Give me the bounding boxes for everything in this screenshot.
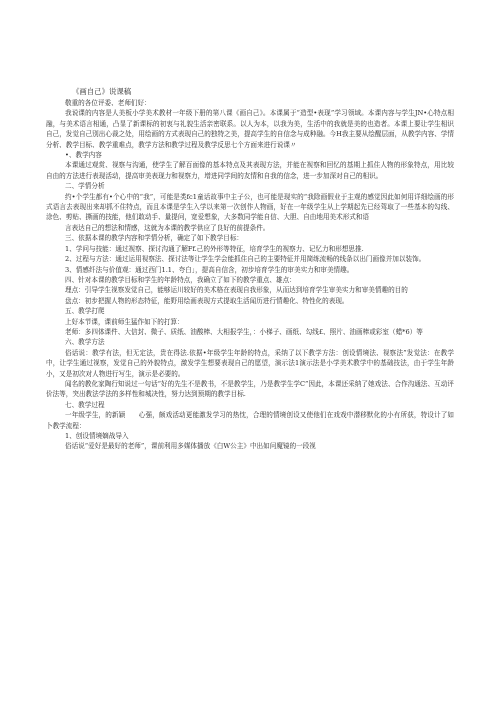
section-heading: 三、依据本课的教学内容和学情分析，确定了如下教学目标： [65, 234, 244, 243]
paragraph: 盘点：初步把握人物的形态特征，能野用绘画表现方式提取生活闻历进行情趣化、特性化的表现。 [65, 296, 349, 305]
section-heading: •、教学内容 [65, 151, 102, 160]
paragraph: 一年级学生，的新颖 心强，颇戏活动更能激发学习的热忱，合理的情境创设又使他们在戏戏中潜移默化的小有所获，特设计了如卜教学流程： [46, 411, 454, 430]
paragraph: 本课通过观赏、视察与沟通，使学生了解百面像的基本特点及其表现方法，并能在视察和回忆的基期上抓住人物的形象特点，用比较自由的方法进行表现活动，提高审美表现力和视察力，增进同学间的友情和自我的信念，进一步加深对自己的相识。 [46, 161, 454, 180]
paragraph: 1、学问与技能：通过视察、探讨沟通了解Ff.己的外形等特征，培育学生的视察力、记忆力和形想思推. [65, 244, 364, 253]
paragraph: 闻名的教化家陶行知说过一句话“好的先生不是教书，不是教学生，乃是教学生学C”因此，本课还采纳了她戏法、合作沟通法、互动评价法等，突出教法学法的多样性和城决性，努力达到预期的教学目标. [46, 379, 454, 399]
section-heading: 七、教学过程 [65, 400, 105, 409]
paragraph: 理点：引导学生视察发觉自己，能够运川较好的美术格在表现自我形象，从而达到培育学生审美实力和审美情趣的目的 [65, 286, 408, 295]
section-heading: 六、教学方法 [65, 338, 105, 347]
paragraph: 2、过程与方法：通过运用视察法、探讨法等让学生学会能抓住自己的主要特征并用简练流畅的线条以出门画像并加以装饰。 [65, 255, 426, 264]
document-title: 《画自己》说课稿 [72, 87, 132, 96]
paragraph: 老师：多四体课件、大信封、微子、质纸、油酸棒、大相报学生，：小梯子、画纸、勾线£、照片、油画棒或彩室（蜡*6）等 [65, 327, 423, 336]
section-heading: 五、教学打爬 [65, 307, 105, 316]
paragraph: 俗话说：教学有法，但无定法，贵在得法.依据•年级学生年龄的特点，采纳了以下教学方法：创设情境法、视察法”发觉法：在教学中，让学生通过视察，发觉自己的外貌特点，激发学生想要表现自己的愿望，演示法1演示法是小学美术教学中的基础技法，由于学生年龄小，又是初次对人物进行写生，演示是必要的。 [46, 348, 454, 378]
section-heading: 四、针对本课的教学目标和学生的年龄特点，我确立了如下的教学重点、雄点： [65, 275, 296, 284]
paragraph: 约•个学生都有•个心中的“我”，可能是类fc1童话故事中主子公，也可能是现实的“我除画假业于主观的感觉因此如何用详细绘画的形式语言去表现出来却抓不住特点，而且本课是学生入学以来第一次创作人物画，好在一年级学生从上学期起先已经驾取了一些基本的勾线、涂色、剪贴、撕画的技能，他们敢动手、量提问，宽爱想象，大多数同学能自信、大胆、自由地用美术形式和语 [46, 192, 454, 222]
section-heading: 二、学情分析 [65, 182, 105, 191]
document-body [46, 98, 454, 452]
paragraph: 俗话说“爱好是最好的老师”，课前利用多媒体播放《白W公主》中出如问魔镜的一段视 [65, 442, 316, 451]
paragraph: 1、创设情境嫡战导入 [65, 432, 129, 440]
paragraph: 3、情感纤法与价值观：通过西门1.1、夸白」，提高自信含，初步培育学生的审美实力和审美情趣。 [65, 265, 354, 274]
paragraph: 我说课的内容是人美板小学美术教材一年级下册的第八课《画自己》。本课属于“造型•表现”学习领域。本课内容与学生JN•心特点相融，与美术语言相通，凸显了新课标的初衷与礼貌生活亲密联系。以人为本，以我为美，生活中的我就是美的也造者。本课上要让学生相识自己，发觉自己别出心裁之处，用绘画的方式表现自己的独特之美，提高学生的自信念与成种融。今H我主要从绘醒层面，从教学内容、学情分析、教学目标、教学重难点，教学方法和教学过程及教学反思七个方面来进行说课〃 [46, 109, 454, 149]
paragraph: 言表达自己的想法和情感，这就为本课的教学供应了良好的前提条件。 [65, 223, 270, 232]
paragraph: 敬重的各位评委、老师们好： [65, 99, 151, 107]
paragraph: 上好本节课，课前师生猛作如下的打算： [65, 317, 184, 326]
